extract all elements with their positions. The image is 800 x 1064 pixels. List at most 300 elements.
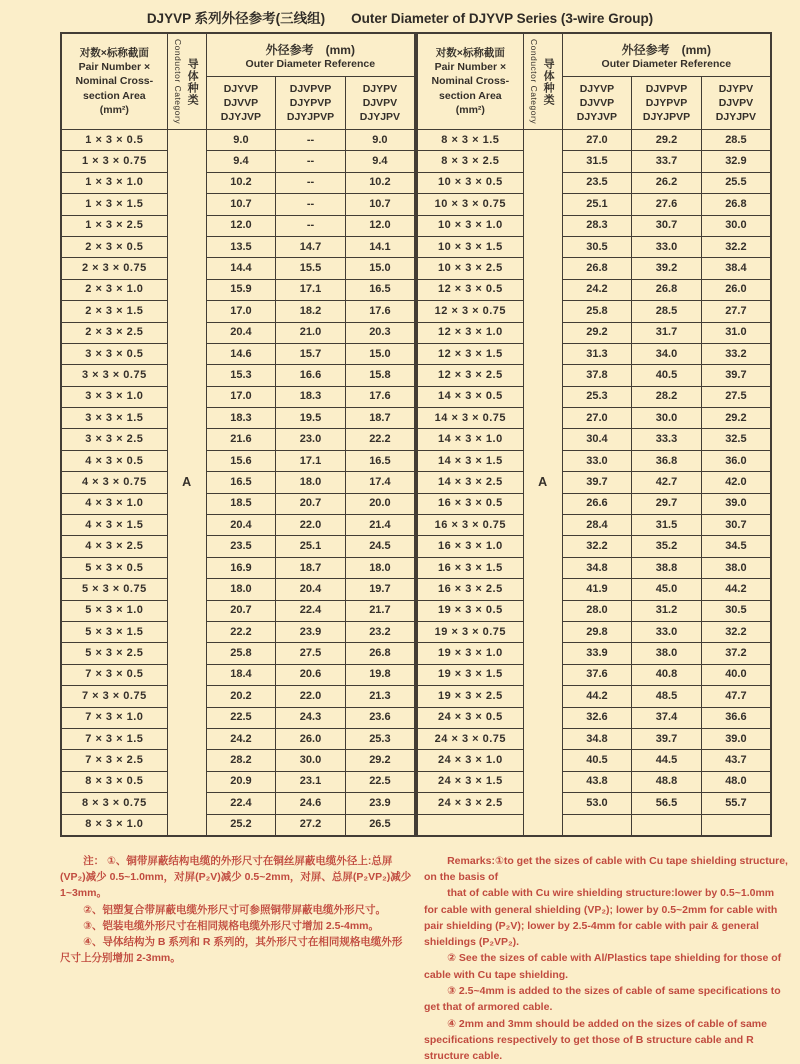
diameter-value-cell: 25.3 [345, 728, 415, 749]
diameter-value-cell: 10.7 [345, 194, 415, 215]
diameter-value-cell: 43.7 [701, 750, 771, 771]
footnotes-chinese [60, 853, 412, 1064]
table-row [61, 429, 415, 450]
diameter-value-cell: 15.3 [206, 365, 276, 386]
table-row [417, 707, 771, 728]
table-row [61, 151, 415, 172]
diameter-value-cell: 30.5 [701, 600, 771, 621]
table-row [417, 515, 771, 536]
diameter-value-cell: 22.4 [206, 793, 276, 814]
table-row [61, 365, 415, 386]
diameter-value-cell: 20.0 [345, 493, 415, 514]
conductor-category-label-zh: 导体种类 [542, 57, 555, 106]
pair-spec-cell: 19 × 3 × 1.5 [417, 664, 523, 685]
pair-spec-cell: 10 × 3 × 0.5 [417, 172, 523, 193]
diameter-value-cell: 28.0 [562, 600, 632, 621]
diameter-value-cell: 33.0 [562, 450, 632, 471]
pair-header-line: Nominal Cross- [75, 75, 154, 88]
cable-type-column-header [701, 77, 771, 130]
diameter-value-cell: 16.9 [206, 557, 276, 578]
outer-diameter-label-en: Outer Diameter Reference [245, 57, 376, 70]
diameter-value-cell: 40.5 [632, 365, 702, 386]
diameter-value-cell: 32.2 [701, 621, 771, 642]
diameter-value-cell: 42.7 [632, 472, 702, 493]
pair-spec-cell: 8 × 3 × 1.0 [61, 814, 167, 836]
diameter-value-cell: 15.8 [345, 365, 415, 386]
cable-type-name: DJVPVP [289, 82, 332, 95]
table-row [61, 493, 415, 514]
diameter-value-cell: 43.8 [562, 771, 632, 792]
diameter-value-cell: 16.6 [276, 365, 346, 386]
table-row [417, 771, 771, 792]
diameter-value-cell: 36.6 [701, 707, 771, 728]
diameter-value-cell: 17.0 [206, 301, 276, 322]
diameter-value-cell: 32.6 [562, 707, 632, 728]
pair-spec-cell: 14 × 3 × 0.75 [417, 408, 523, 429]
footnote-zh-1: 注： ①、铜带屏蔽结构电缆的外形尺寸在铜丝屏蔽电缆外径上:总屏(VP₂)减少 0.5~1.0mm，对屏(P₂V)减少 0.5~2mm，对屏、总屏(P₂VP₂)减少1~3mm。 [60, 854, 412, 900]
diameter-value-cell: 32.2 [701, 236, 771, 257]
diameter-value-cell: 22.0 [276, 515, 346, 536]
diameter-value-cell: 12.0 [345, 215, 415, 236]
table-row [417, 643, 771, 664]
diameter-value-cell: 16.5 [345, 450, 415, 471]
footnote-en-1: Remarks:①to get the sizes of cable with Cu tape shielding structure, on the basis of [424, 854, 788, 884]
diameter-value-cell: 14.7 [276, 236, 346, 257]
diameter-value-cell: 20.7 [206, 600, 276, 621]
table-row [61, 643, 415, 664]
pair-header-line: (mm²) [455, 103, 485, 116]
table-row [417, 686, 771, 707]
table-row [61, 450, 415, 471]
table-row [417, 172, 771, 193]
table-row [61, 686, 415, 707]
cable-type-name: DJYJVP [220, 111, 262, 124]
diameter-value-cell: 9.0 [345, 130, 415, 151]
page-title [0, 0, 800, 27]
diameter-value-cell: 29.2 [345, 750, 415, 771]
diameter-value-cell: 39.2 [632, 258, 702, 279]
footnote-en-3: ③ 2.5~4mm is added to the sizes of cable of same specifications to get that of armored cable. [424, 985, 781, 1014]
diameter-value-cell: 14.6 [206, 343, 276, 364]
table-row [417, 236, 771, 257]
table-row [61, 707, 415, 728]
diameter-value-cell: 23.9 [345, 793, 415, 814]
pair-spec-cell: 4 × 3 × 1.5 [61, 515, 167, 536]
diameter-value-cell: 23.6 [345, 707, 415, 728]
diameter-value-cell: 32.2 [562, 536, 632, 557]
pair-spec-cell: 10 × 3 × 1.5 [417, 236, 523, 257]
table-row [417, 365, 771, 386]
diameter-value-cell: 21.6 [206, 429, 276, 450]
diameter-value-cell: 48.5 [632, 686, 702, 707]
footnotes [60, 853, 788, 1064]
table-row [61, 728, 415, 749]
footnotes-english [424, 853, 788, 1064]
pair-spec-cell: 14 × 3 × 2.5 [417, 472, 523, 493]
cable-type-column-header [206, 77, 276, 130]
pair-spec-cell: 12 × 3 × 2.5 [417, 365, 523, 386]
pair-spec-cell: 12 × 3 × 1.5 [417, 343, 523, 364]
pair-header-line: 对数×标称截面 [79, 47, 149, 60]
pair-spec-cell: 16 × 3 × 0.5 [417, 493, 523, 514]
diameter-value-cell: 33.0 [632, 236, 702, 257]
diameter-value-cell: 22.4 [276, 600, 346, 621]
diameter-value-cell: 22.5 [345, 771, 415, 792]
diameter-value-cell: 37.8 [562, 365, 632, 386]
table-row [417, 450, 771, 471]
diameter-value-cell: -- [276, 130, 346, 151]
pair-spec-cell: 1 × 3 × 0.75 [61, 151, 167, 172]
pair-header-line: 对数×标称截面 [435, 47, 505, 60]
table-row [417, 579, 771, 600]
diameter-value-cell: 31.2 [632, 600, 702, 621]
diameter-value-cell: 18.0 [206, 579, 276, 600]
pair-spec-cell: 7 × 3 × 2.5 [61, 750, 167, 771]
diameter-value-cell: 39.0 [701, 728, 771, 749]
diameter-value-cell: 17.4 [345, 472, 415, 493]
diameter-value-cell: 30.0 [632, 408, 702, 429]
diameter-value-cell: 10.7 [206, 194, 276, 215]
diameter-value-cell: 9.4 [206, 151, 276, 172]
diameter-value-cell: 20.3 [345, 322, 415, 343]
pair-spec-cell: 3 × 3 × 0.5 [61, 343, 167, 364]
diameter-value-cell: 25.5 [701, 172, 771, 193]
pair-spec-cell [417, 814, 523, 836]
pair-spec-cell: 24 × 3 × 2.5 [417, 793, 523, 814]
diameter-value-cell: 25.1 [276, 536, 346, 557]
outer-diameter-group-header [562, 33, 771, 77]
table-row [417, 429, 771, 450]
table-row [417, 728, 771, 749]
table-row [417, 472, 771, 493]
diameter-value-cell: 38.4 [701, 258, 771, 279]
diameter-value-cell: 48.0 [701, 771, 771, 792]
diameter-value-cell: 39.7 [562, 472, 632, 493]
diameter-value-cell: 33.9 [562, 643, 632, 664]
table-row [61, 215, 415, 236]
diameter-value-cell: 31.5 [632, 515, 702, 536]
footnote-zh-2: ②、铝塑复合带屏蔽电缆外形尺寸可参照铜带屏蔽电缆外形尺寸。 [83, 903, 386, 916]
pair-spec-cell: 4 × 3 × 2.5 [61, 536, 167, 557]
diameter-value-cell: 27.5 [276, 643, 346, 664]
diameter-value-cell: 21.7 [345, 600, 415, 621]
diameter-value-cell: 40.8 [632, 664, 702, 685]
diameter-value-cell: 27.5 [701, 386, 771, 407]
cable-type-name: DJYJVP [576, 111, 618, 124]
outer-diameter-label-zh: 外径参考 (mm) [265, 42, 355, 57]
cable-type-name: DJVPVP [645, 82, 688, 95]
diameter-value-cell: 26.2 [632, 172, 702, 193]
diameter-value-cell: 16.5 [345, 279, 415, 300]
pair-spec-cell: 4 × 3 × 1.0 [61, 493, 167, 514]
diameter-value-cell: 36.8 [632, 450, 702, 471]
diameter-value-cell: 31.5 [562, 151, 632, 172]
table-row [417, 215, 771, 236]
diameter-value-cell: 56.5 [632, 793, 702, 814]
pair-spec-cell: 10 × 3 × 2.5 [417, 258, 523, 279]
diameter-value-cell: 26.0 [701, 279, 771, 300]
pair-spec-cell: 4 × 3 × 0.5 [61, 450, 167, 471]
diameter-value-cell: 23.0 [276, 429, 346, 450]
diameter-value-cell: 18.4 [206, 664, 276, 685]
table-row [417, 600, 771, 621]
table-row [417, 621, 771, 642]
diameter-value-cell: 30.7 [632, 215, 702, 236]
diameter-value-cell: 24.6 [276, 793, 346, 814]
outer-diameter-label-zh: 外径参考 (mm) [621, 42, 711, 57]
diameter-value-cell: 24.5 [345, 536, 415, 557]
pair-header-line: (mm²) [99, 103, 129, 116]
diameter-value-cell: 17.0 [206, 386, 276, 407]
table-row [61, 343, 415, 364]
table-row [61, 750, 415, 771]
diameter-value-cell: 26.0 [276, 728, 346, 749]
diameter-value-cell: 20.7 [276, 493, 346, 514]
diameter-value-cell: 15.6 [206, 450, 276, 471]
diameter-value-cell: 33.3 [632, 429, 702, 450]
diameter-value-cell: 21.4 [345, 515, 415, 536]
pair-spec-cell: 12 × 3 × 1.0 [417, 322, 523, 343]
pair-spec-cell: 14 × 3 × 1.0 [417, 429, 523, 450]
diameter-value-cell: 26.8 [562, 258, 632, 279]
cable-type-name: DJYPV [362, 82, 398, 95]
pair-spec-cell: 12 × 3 × 0.5 [417, 279, 523, 300]
table-row [61, 301, 415, 322]
pair-spec-cell: 5 × 3 × 2.5 [61, 643, 167, 664]
diameter-value-cell [632, 814, 702, 836]
cable-type-column-header [562, 77, 632, 130]
table-row [61, 621, 415, 642]
diameter-value-cell: 32.5 [701, 429, 771, 450]
diameter-value-cell: 20.4 [276, 579, 346, 600]
pair-spec-cell: 16 × 3 × 1.5 [417, 557, 523, 578]
table-row [61, 194, 415, 215]
pair-spec-cell: 24 × 3 × 0.75 [417, 728, 523, 749]
pair-spec-cell: 2 × 3 × 1.0 [61, 279, 167, 300]
pair-spec-cell: 8 × 3 × 1.5 [417, 130, 523, 151]
diameter-value-cell: 28.2 [632, 386, 702, 407]
pair-spec-cell: 2 × 3 × 0.75 [61, 258, 167, 279]
table-row [61, 814, 415, 836]
table-row [61, 771, 415, 792]
table-row [417, 130, 771, 151]
diameter-value-cell: 13.5 [206, 236, 276, 257]
left-table-body [61, 130, 415, 836]
pair-spec-cell: 7 × 3 × 1.0 [61, 707, 167, 728]
table-row [417, 793, 771, 814]
pair-spec-cell: 10 × 3 × 0.75 [417, 194, 523, 215]
pair-spec-cell: 14 × 3 × 1.5 [417, 450, 523, 471]
diameter-value-cell: 19.7 [345, 579, 415, 600]
diameter-value-cell: 34.0 [632, 343, 702, 364]
cable-type-name: DJVVP [223, 96, 259, 109]
pair-spec-cell: 3 × 3 × 1.0 [61, 386, 167, 407]
diameter-value-cell: 28.5 [632, 301, 702, 322]
table-row [61, 236, 415, 257]
diameter-value-cell: 39.0 [701, 493, 771, 514]
diameter-value-cell: 36.0 [701, 450, 771, 471]
pair-spec-cell: 16 × 3 × 0.75 [417, 515, 523, 536]
pair-header-line: Pair Number × [434, 61, 507, 74]
pair-spec-cell: 7 × 3 × 1.5 [61, 728, 167, 749]
diameter-value-cell: 28.5 [701, 130, 771, 151]
pair-spec-cell: 5 × 3 × 0.5 [61, 557, 167, 578]
diameter-value-cell: 27.7 [701, 301, 771, 322]
left-table-header [61, 33, 415, 130]
cable-type-name: DJYJPVP [286, 111, 335, 124]
diameter-value-cell: 18.2 [276, 301, 346, 322]
diameter-value-cell: 15.9 [206, 279, 276, 300]
diameter-value-cell: 14.4 [206, 258, 276, 279]
diameter-value-cell: 44.2 [562, 686, 632, 707]
diameter-value-cell: -- [276, 172, 346, 193]
cable-type-name: DJVVP [579, 96, 615, 109]
diameter-value-cell: 22.5 [206, 707, 276, 728]
pair-spec-cell: 19 × 3 × 2.5 [417, 686, 523, 707]
pair-header-line: section Area [83, 89, 146, 102]
diameter-value-cell: 18.0 [276, 472, 346, 493]
diameter-value-cell: 45.0 [632, 579, 702, 600]
diameter-value-cell: 33.0 [632, 621, 702, 642]
cable-type-name: DJYPV [718, 82, 754, 95]
table-row [61, 472, 415, 493]
diameter-value-cell: 25.1 [562, 194, 632, 215]
diameter-value-cell: 18.0 [345, 557, 415, 578]
diameter-value-cell: 38.0 [632, 643, 702, 664]
diameter-value-cell: 34.5 [701, 536, 771, 557]
diameter-value-cell: 27.2 [276, 814, 346, 836]
diameter-value-cell: 24.3 [276, 707, 346, 728]
conductor-category-column-header [523, 33, 562, 130]
diameter-value-cell: 14.1 [345, 236, 415, 257]
pair-spec-cell: 8 × 3 × 0.5 [61, 771, 167, 792]
diameter-value-cell: 29.2 [701, 408, 771, 429]
diameter-value-cell: 15.7 [276, 343, 346, 364]
conductor-category-label-en: Conductor Category [529, 38, 540, 125]
page-title-zh: DJYVP 系列外径参考(三线组) [146, 11, 326, 26]
table-row [417, 301, 771, 322]
pair-spec-cell: 7 × 3 × 0.75 [61, 686, 167, 707]
diameter-value-cell: 41.9 [562, 579, 632, 600]
diameter-value-cell: 30.0 [276, 750, 346, 771]
conductor-category-label-zh: 导体种类 [186, 57, 199, 106]
diameter-value-cell: 29.7 [632, 493, 702, 514]
table-row [417, 536, 771, 557]
pair-spec-cell: 3 × 3 × 0.75 [61, 365, 167, 386]
cable-type-name: DJYJPV [715, 111, 757, 124]
pair-spec-cell: 10 × 3 × 1.0 [417, 215, 523, 236]
conductor-category-label-en: Conductor Category [173, 38, 184, 125]
diameter-value-cell: 33.7 [632, 151, 702, 172]
diameter-value-cell: 21.3 [345, 686, 415, 707]
right-table-header [417, 33, 771, 130]
pair-spec-cell: 3 × 3 × 1.5 [61, 408, 167, 429]
diameter-value-cell: 23.5 [206, 536, 276, 557]
table-row [417, 258, 771, 279]
diameter-value-cell: 26.8 [632, 279, 702, 300]
footnote-zh-4: ④、导体结构为 B 系列和 R 系列的，其外形尺寸在相同规格电缆外形尺寸上分别增加 2-3mm。 [60, 936, 403, 965]
pair-header-line: section Area [439, 89, 502, 102]
table-row [417, 279, 771, 300]
diameter-value-cell: 25.8 [206, 643, 276, 664]
table-row [417, 557, 771, 578]
pair-spec-cell: 1 × 3 × 1.5 [61, 194, 167, 215]
pair-spec-cell: 8 × 3 × 0.75 [61, 793, 167, 814]
diameter-value-cell: -- [276, 151, 346, 172]
diameter-value-cell: 25.3 [562, 386, 632, 407]
diameter-value-cell: 26.8 [701, 194, 771, 215]
diameter-value-cell: 27.0 [562, 130, 632, 151]
footnote-en-1-cont: that of cable with Cu wire shielding structure:lower by 0.5~1.0mm for cable with general shielding (VP₂); lower by 0.5~2mm for cable with pair shielding (P₂V); lower by 2.5-4mm for cable with pair & general shieldings (P₂VP₂). [424, 887, 778, 949]
pair-spec-cell: 2 × 3 × 1.5 [61, 301, 167, 322]
diameter-value-cell: 26.8 [345, 643, 415, 664]
diameter-value-cell [562, 814, 632, 836]
pair-spec-cell: 19 × 3 × 0.75 [417, 621, 523, 642]
diameter-value-cell: 15.0 [345, 343, 415, 364]
table-row [61, 600, 415, 621]
table-row [417, 322, 771, 343]
pair-number-column-header [417, 33, 523, 130]
conductor-category-value: A [523, 130, 562, 836]
diameter-value-cell: 27.6 [632, 194, 702, 215]
diameter-value-cell: 26.5 [345, 814, 415, 836]
diameter-value-cell: 18.7 [345, 408, 415, 429]
pair-spec-cell: 1 × 3 × 2.5 [61, 215, 167, 236]
diameter-value-cell: 32.9 [701, 151, 771, 172]
diameter-value-cell: 25.8 [562, 301, 632, 322]
footnote-en-4: ④ 2mm and 3mm should be added on the sizes of cable of same specifications respectively to get those of B structure cable and R structure cable. [424, 1017, 767, 1063]
diameter-value-cell: 37.4 [632, 707, 702, 728]
diameter-value-cell: 29.2 [562, 322, 632, 343]
diameter-value-cell: 20.2 [206, 686, 276, 707]
pair-spec-cell: 2 × 3 × 2.5 [61, 322, 167, 343]
table-row [61, 579, 415, 600]
pair-spec-cell: 3 × 3 × 2.5 [61, 429, 167, 450]
diameter-value-cell: 37.6 [562, 664, 632, 685]
diameter-value-cell: 38.0 [701, 557, 771, 578]
pair-spec-cell: 5 × 3 × 1.0 [61, 600, 167, 621]
pair-spec-cell: 16 × 3 × 2.5 [417, 579, 523, 600]
cable-type-name: DJVPV [718, 96, 754, 109]
diameter-value-cell: -- [276, 215, 346, 236]
footnote-en-2: ② See the sizes of cable with Al/Plastics tape shielding for those of cable with Cu tape shielding. [424, 952, 782, 981]
diameter-value-cell: 23.9 [276, 621, 346, 642]
diameter-value-cell: 53.0 [562, 793, 632, 814]
pair-spec-cell: 12 × 3 × 0.75 [417, 301, 523, 322]
diameter-value-cell: 22.2 [345, 429, 415, 450]
pair-header-line: Pair Number × [78, 61, 151, 74]
diameter-value-cell: 33.2 [701, 343, 771, 364]
diameter-value-cell: 22.0 [276, 686, 346, 707]
diameter-value-cell: 31.7 [632, 322, 702, 343]
table-row [417, 194, 771, 215]
diameter-value-cell: 31.3 [562, 343, 632, 364]
diameter-value-cell: 30.7 [701, 515, 771, 536]
cable-type-name: DJYJPVP [642, 111, 691, 124]
outer-diameter-label-en: Outer Diameter Reference [601, 57, 732, 70]
diameter-value-cell: 20.9 [206, 771, 276, 792]
diameter-value-cell: 38.8 [632, 557, 702, 578]
pair-spec-cell: 24 × 3 × 1.0 [417, 750, 523, 771]
pair-number-column-header [61, 33, 167, 130]
diameter-value-cell: 15.0 [345, 258, 415, 279]
diameter-value-cell: 21.0 [276, 322, 346, 343]
diameter-value-cell: 16.5 [206, 472, 276, 493]
table-row [417, 343, 771, 364]
table-row [61, 322, 415, 343]
diameter-value-cell: 39.7 [632, 728, 702, 749]
diameter-value-cell: 20.6 [276, 664, 346, 685]
